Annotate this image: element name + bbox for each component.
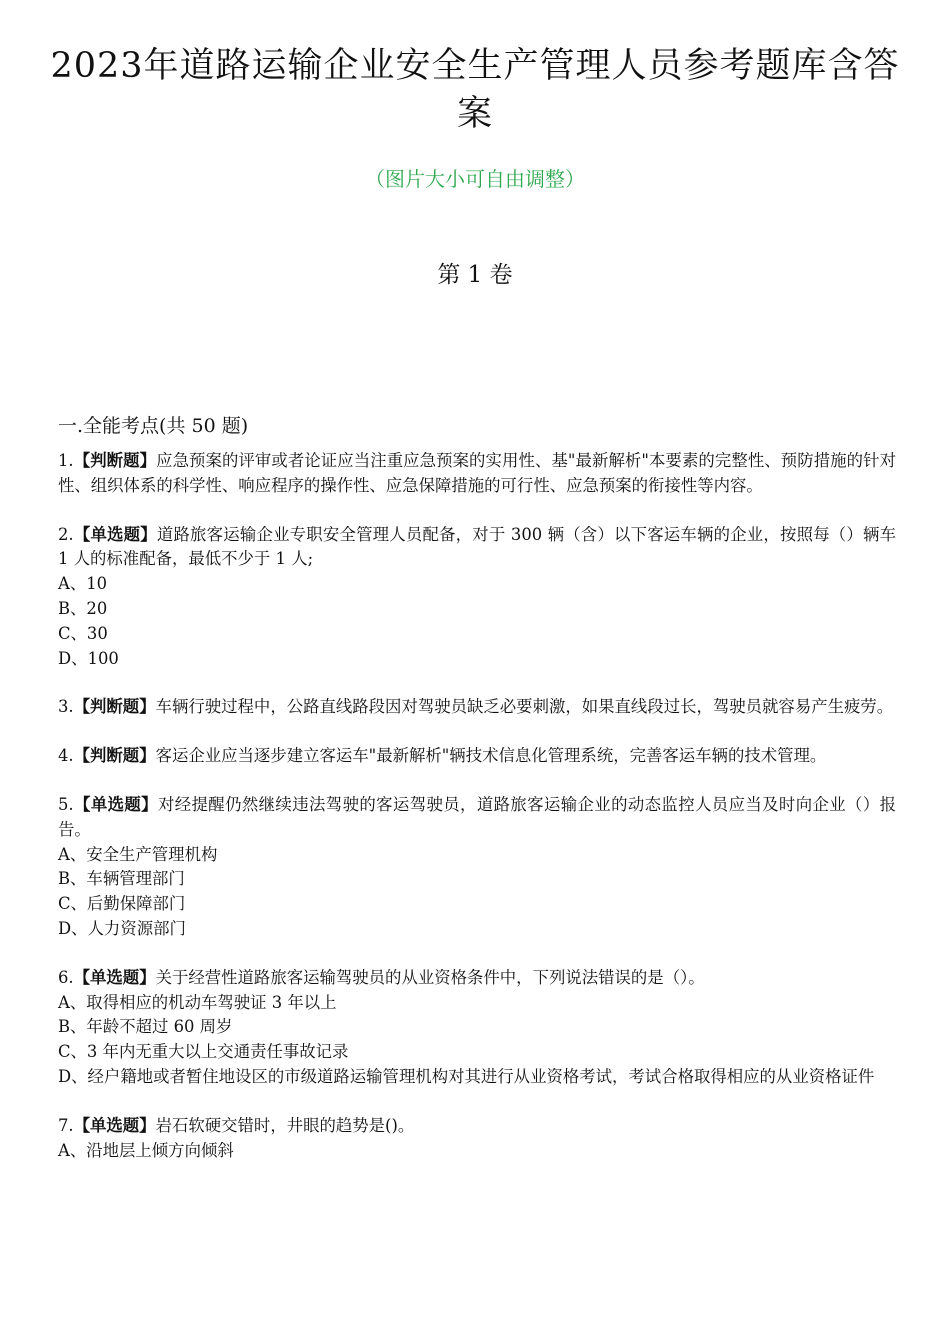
question-6 <box>58 966 896 1090</box>
question-number: 5. <box>58 794 74 814</box>
question-number: 2. <box>58 524 74 544</box>
option-c: C、3 年内无重大以上交通责任事故记录 <box>58 1042 349 1062</box>
question-stem <box>58 695 896 720</box>
option-a: A、安全生产管理机构 <box>58 844 218 864</box>
question-type: 【单选题】 <box>73 794 158 814</box>
option-d: D、人力资源部门 <box>58 918 186 938</box>
option-c: C、后勤保障部门 <box>58 894 186 914</box>
question-type: 【单选题】 <box>73 524 157 544</box>
option-a: A、取得相应的机动车驾驶证 3 年以上 <box>58 992 337 1012</box>
question-3 <box>58 695 896 720</box>
question-text: 客运企业应当逐步建立客运车"最新解析"辆技术信息化管理系统，完善客运车辆的技术管理。 <box>155 746 827 766</box>
option-d: D、100 <box>58 648 119 668</box>
document-title: 2023年道路运输企业安全生产管理人员参考题库含答案 <box>50 46 900 134</box>
question-type: 【判断题】 <box>73 697 156 717</box>
question-stem <box>58 449 896 499</box>
question-stem <box>58 966 896 991</box>
option-d: D、经户籍地或者暂住地设区的市级道路运输管理机构对其进行从业资格考试，考试合格取得相应的从业资格证件 <box>58 1066 875 1086</box>
question-number: 3. <box>58 697 74 717</box>
option-b: B、车辆管理部门 <box>58 869 185 889</box>
question-text: 对经提醒仍然继续违法驾驶的客运驾驶员，道路旅客运输企业的动态监控人员应当及时向企业（）报告。 <box>58 794 897 839</box>
question-type: 【判断题】 <box>73 451 157 470</box>
question-number: 4. <box>58 746 74 766</box>
question-list <box>58 413 896 1187</box>
question-type: 【判断题】 <box>73 746 156 766</box>
question-type: 【单选题】 <box>73 967 156 987</box>
question-text: 关于经营性道路旅客运输驾驶员的从业资格条件中，下列说法错误的是（）。 <box>155 967 705 987</box>
volume-label: 第 1 卷 <box>437 262 513 288</box>
option-a: A、沿地层上倾方向倾斜 <box>58 1140 234 1160</box>
question-2 <box>58 523 896 672</box>
question-stem <box>58 744 896 769</box>
question-5 <box>58 793 896 942</box>
option-c: C、30 <box>58 623 108 643</box>
question-type: 【单选题】 <box>73 1115 156 1135</box>
option-a: A、10 <box>58 574 108 594</box>
question-text: 岩石软硬交错时，井眼的趋势是()。 <box>155 1115 415 1135</box>
question-7 <box>58 1114 896 1164</box>
image-size-note: （图片大小可自由调整） <box>365 167 585 191</box>
question-number: 6. <box>58 967 74 987</box>
question-stem <box>58 523 896 573</box>
question-text: 应急预案的评审或者论证应当注重应急预案的实用性、基"最新解析"本要素的完整性、预防措施的针对性、组织体系的科学性、响应程序的操作性、应急保障措施的可行性、应急预案的衔接性等内容。 <box>58 451 897 495</box>
option-b: B、20 <box>58 598 108 618</box>
question-stem <box>58 1114 896 1139</box>
question-number: 7. <box>58 1115 74 1135</box>
section-heading: 一.全能考点(共 50 题) <box>58 415 249 437</box>
option-b: B、年龄不超过 60 周岁 <box>58 1017 233 1037</box>
question-text: 道路旅客运输企业专职安全管理人员配备，对于 300 辆（含）以下客运车辆的企业，按照每（）辆车 1 人的标准配备，最低不少于 1 人; <box>58 524 897 569</box>
question-number: 1. <box>58 451 74 470</box>
question-stem <box>58 793 896 843</box>
question-1 <box>58 449 896 499</box>
question-4 <box>58 744 896 769</box>
question-text: 车辆行驶过程中，公路直线路段因对驾驶员缺乏必要刺激，如果直线段过长，驾驶员就容易产生疲劳。 <box>155 697 894 717</box>
